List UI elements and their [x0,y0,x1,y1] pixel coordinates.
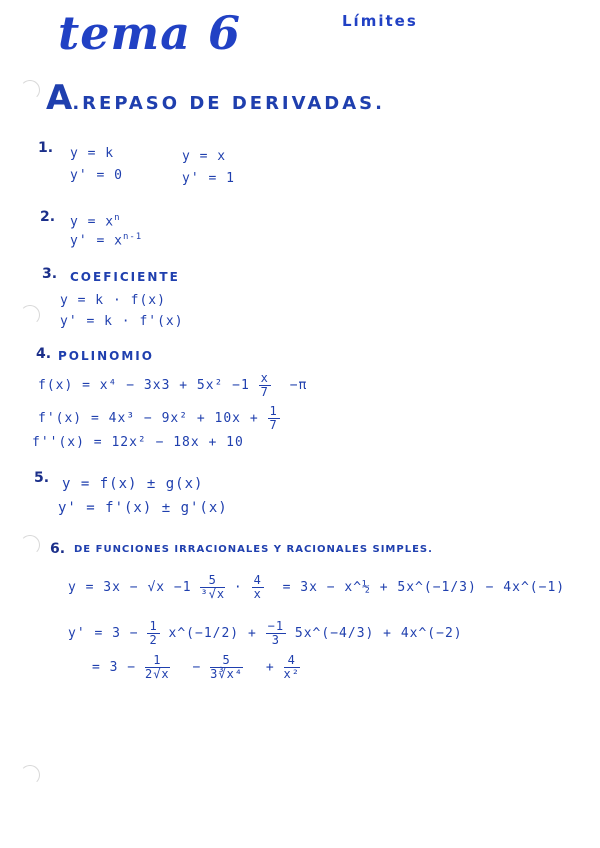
rule-1-line-1: y = k [70,146,115,161]
binder-hole [20,80,40,100]
rule-6-line-3: = 3 − $\frac{1}{2√x}$ − $\frac{5}{\text{3∛x⁴}}$ + $\frac{4}{\text{x²}}$ [92,653,300,681]
item-number: 4. [36,346,52,362]
rule-5-line-2: y' = f'(x) ± g'(x) [58,500,228,516]
rule-4-heading: POLINOMIO [58,349,154,363]
section-letter: A [46,78,73,118]
rule-2-line-2: $y' = x^{n-1}$ [70,232,143,249]
section-heading [46,78,385,118]
item-number: 1. [38,140,54,156]
rule-6-line-1: y = 3x − √x −1 $\frac{5}{\text{³√x}}$ · $\frac{4}{x}$ = 3x − x^½ + 5x^(−1/3) − 4x^(−1) [68,573,566,601]
item-number: 3. [42,266,58,282]
rule-3-line-2: y' = k · f'(x) [60,314,184,329]
rule-6-heading: DE FUNCIONES IRRACIONALES Y RACIONALES SIMPLES. [74,544,433,555]
binder-hole [20,535,40,555]
binder-hole [20,305,40,325]
binder-hole [20,765,40,785]
item-number: 5. [34,470,50,486]
rule-2-line-1: $y = x^n$ [70,213,121,230]
item-number: 6. [50,541,66,557]
page-title: tema 6 [58,6,242,60]
rule-3-heading: COEFICIENTE [70,270,180,284]
rule-1b-line-2: y' = 1 [182,171,235,186]
rule-6-line-2: y' = 3 − $\frac{1}{2}$ x^(−1/2) + $\frac{-1}{3}$ 5x^(−4/3) + 4x^(−2) [68,619,463,647]
rule-4-line-2: f'(x) = 4x³ − 9x² + 10x + $\frac{1}{7}$ [38,404,278,432]
section-title: .REPASO DE DERIVADAS. [72,93,385,114]
item-number: 2. [40,209,56,225]
rule-3-line-1: y = k · f(x) [60,293,166,308]
rule-1-line-2: y' = 0 [70,168,123,183]
rule-4-line-1: f(x) = x⁴ − 3x3 + 5x² −1 $\frac{x}{7}$ −π [38,371,308,399]
page-subtitle: Límites [342,12,418,30]
rule-1b-line-1: y = x [182,149,227,164]
rule-5-line-1: y = f(x) ± g(x) [62,476,204,492]
rule-4-line-3: f''(x) = 12x² − 18x + 10 [32,435,244,450]
